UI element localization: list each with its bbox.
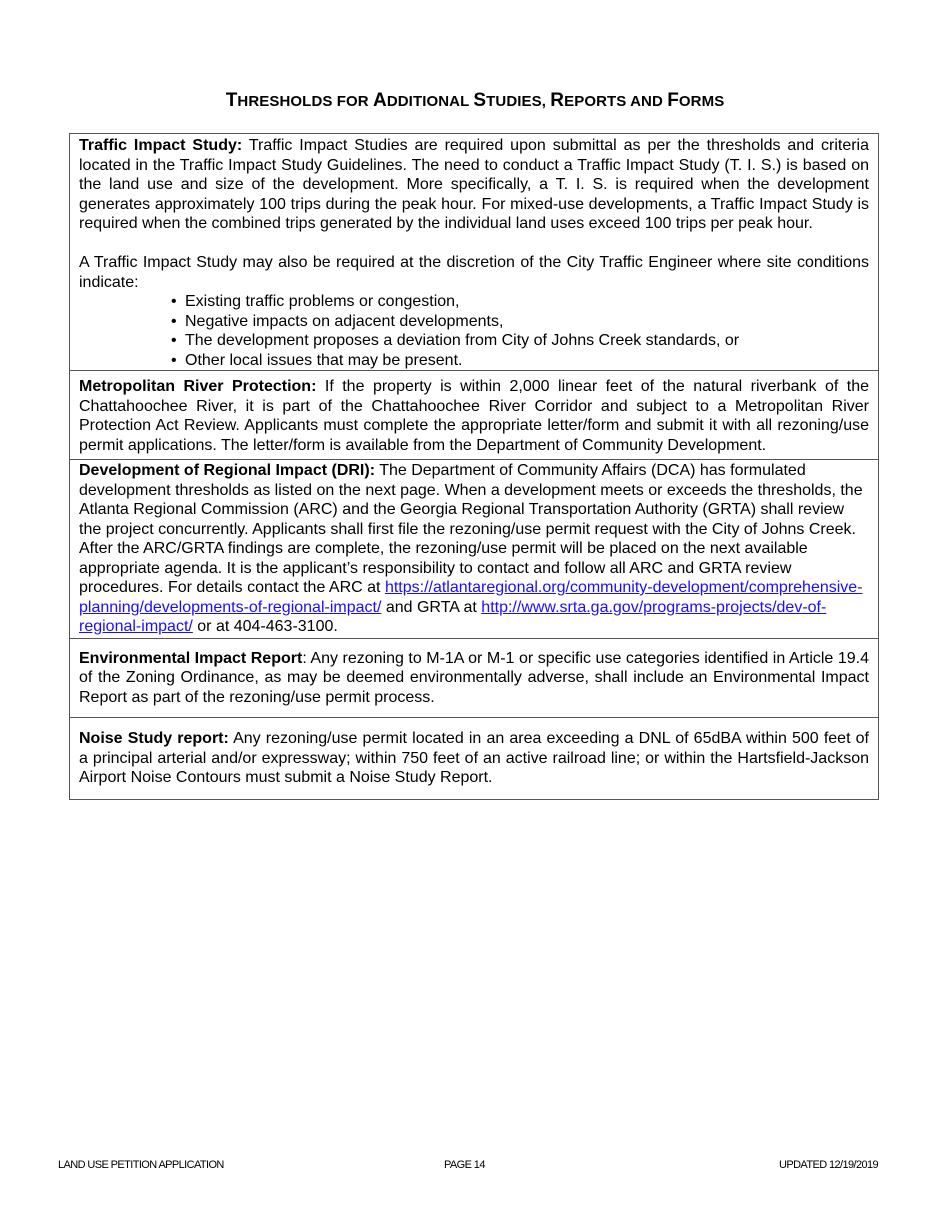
page-title: THRESHOLDS FOR ADDITIONAL STUDIES, REPORTS AND FORMS xyxy=(225,90,725,111)
river-protection-section: Metropolitan River Protection: If the property is within 2,000 linear feet of the natural riverbank of the Chattahoochee River, it is part of the Chattahoochee River Corridor and subject to a Metropolitan River Protection Act Review. Applicants must complete the appropriate letter/form and submit it with all rezoning/use permit applications. The letter/form is available from the Department of Community Development. xyxy=(70,371,878,460)
list-item: • Negative impacts on adjacent developments, xyxy=(171,312,869,332)
list-item: • Other local issues that may be present. xyxy=(171,351,869,371)
noise-study-heading: Noise Study report: xyxy=(79,730,229,747)
footer-updated-date: UPDATED 12/19/2019 xyxy=(779,1159,879,1171)
grta-dri-link[interactable]: http://www.srta.ga.gov/programs-projects/dev-of-regional-impact/ xyxy=(79,598,827,635)
dri-section: Development of Regional Impact (DRI): The Department of Community Affairs (DCA) has formulated development thresholds as listed on the next page. When a development meets or exceeds the thresholds, the Atlanta Regional Commission (ARC) and the Georgia Regional Transportation Authority (GRTA) shall review the project concurrently. Applicants shall first file the rezoning/use permit request with the City of Johns Creek. After the ARC/GRTA findings are complete, the rezoning/use permit will be placed on the next available appropriate agenda. It is the applicant’s responsibility to contact and follow all ARC and GRTA review procedures. For details contact the ARC at https://atlantaregional.org/community-development/comprehensive-planning/developments-of-regional-impact/ and GRTA at http://www.srta.ga.gov/programs-projects/dev-of-regional-impact/ or at 404-463-3100. xyxy=(70,460,878,639)
traffic-impact-heading: Traffic Impact Study: xyxy=(79,137,243,154)
footer-document-name: LAND USE PETITION APPLICATION xyxy=(58,1159,224,1171)
thresholds-table xyxy=(69,133,879,800)
footer-page-number: PAGE 14 xyxy=(444,1159,485,1171)
dri-heading: Development of Regional Impact (DRI): xyxy=(79,462,376,479)
traffic-conditions-list xyxy=(79,292,869,370)
environmental-impact-section: Environmental Impact Report: Any rezoning to M-1A or M-1 or specific use categories identified in Article 19.4 of the Zoning Ordinance, as may be deemed environmentally adverse, shall include an Environmental Impact Report as part of the rezoning/use permit process. xyxy=(70,639,878,719)
environmental-impact-heading: Environmental Impact Report xyxy=(79,649,303,667)
traffic-impact-paragraph: Traffic Impact Study: Traffic Impact Studies are required upon submittal as per the thresholds and criteria located in the Traffic Impact Study Guidelines. The need to conduct a Traffic Impact Study (T. I. S.) is based on the land use and size of the development. More specifically, a T. I. S. is required when the development generates approximately 100 trips during the peak hour. For mixed-use developments, a Traffic Impact Study is required when the combined trips generated by the individual land uses exceed 100 trips per peak hour. xyxy=(79,137,870,232)
traffic-impact-study-section xyxy=(70,134,878,371)
noise-study-section: Noise Study report: Any rezoning/use permit located in an area exceeding a DNL of 65dBA within 500 feet of a principal arterial and/or expressway; within 750 feet of an active railroad line; or within the Hartsfield-Jackson Airport Noise Contours must submit a Noise Study Report. xyxy=(79,730,869,786)
list-item: • Existing traffic problems or congestion, xyxy=(171,292,869,312)
river-protection-heading: Metropolitan River Protection: xyxy=(79,378,317,395)
arc-dri-link[interactable]: https://atlantaregional.org/community-development/comprehensive-planning/developments-of-regional-impact/ xyxy=(79,579,863,616)
list-item: • The development proposes a deviation from City of Johns Creek standards, or xyxy=(171,331,869,351)
traffic-discretion-paragraph: A Traffic Impact Study may also be required at the discretion of the City Traffic Engineer where site conditions indicate: xyxy=(79,254,869,291)
